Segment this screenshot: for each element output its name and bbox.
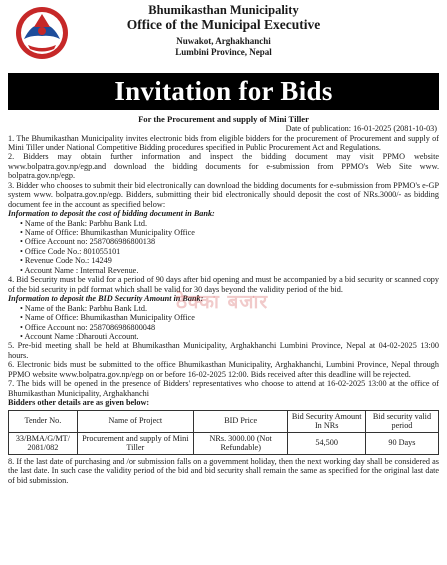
notice-page xyxy=(0,3,447,565)
list-item: • Name of the Bank: Parbhu Bank Ltd. xyxy=(8,304,439,313)
table-heading: Bidders other details are as given below: xyxy=(8,398,150,408)
column-header: BID Price xyxy=(193,410,288,432)
nepal-emblem-icon xyxy=(14,5,70,61)
security-deposit-heading: Information to deposit the BID Security Amount in Bank: xyxy=(8,294,204,304)
table-cell: NRs. 3000.00 (Not Refundable) xyxy=(193,432,288,454)
table-row xyxy=(9,432,439,454)
list-item: • Name of Office: Bhumikasthan Municipality Office xyxy=(8,228,439,237)
notice-item: 7. The bids will be opened in the presence of Bidders' representatives who choose to attend at 16-02-2025 13:00 at the office of Bhumikasthan Municipality, Arghakhanchi xyxy=(8,379,439,398)
table-cell: 33/BMA/G/MT/ 2081/082 xyxy=(9,432,78,454)
list-item: • Revenue Code No.: 14249 xyxy=(8,256,439,265)
office-name: Office of the Municipal Executive xyxy=(126,17,321,32)
cost-deposit-heading: Information to deposit the cost of bidding document in Bank: xyxy=(8,209,215,219)
address-line-2: Lumbini Province, Nepal xyxy=(175,47,272,57)
notice-item: 8. If the last date of purchasing and /or submission falls on a government holiday, then the next working day shall be considered as the last date. In such case the validity period of the bid and bid security shall remain the same as specified for the original last date of bid submission. xyxy=(8,456,439,485)
list-item: • Office Account no: 2587086986800138 xyxy=(8,237,439,246)
bid-details-table xyxy=(8,410,439,455)
list-item: • Office Code No.: 801055101 xyxy=(8,247,439,256)
list-item: • Name of the Bank: Parbhu Bank Ltd. xyxy=(8,219,439,228)
notice-item: 5. Pre-bid meeting shall be held at Bhumikasthan Municipality, Arghakhanchi Lumbini Province, Nepal at 04-02-2025 13:00 hours. xyxy=(8,341,439,360)
notice-item: 6. Electronic bids must be submitted to the office Bhumikasthan Municipality, Arghakhanchi, Lumbini Province, Nepal through PPMO website www.bolpatra.gov.np/egp on or before 16-02-2025 12:00. Bids received after this deadline will be rejected. xyxy=(8,360,439,379)
page-title: Invitation for Bids xyxy=(8,73,439,110)
watermark: ठेक्का बजार xyxy=(176,291,269,313)
notice-item: 2. Bidders may obtain further information and inspect the bidding document may visit PPMO website www.bolpatra.gov.np/egp.and download the bidding documents for e-submission from PPMO's Web Site www. bolpatra.gov.np/egp. xyxy=(8,152,439,181)
notice-item: 3. Bidder who chooses to submit their bid electronically can download the bidding documents for e-submission from PPMO's e-GP system www. bolpatra.gov.np/egp. Bidders, submitting their bid electronically should deposit the cost of NRs.3000/- as bidding document fee in the account as specified below: xyxy=(8,180,439,209)
column-header: Bid Security Amount In NRs xyxy=(288,410,365,432)
column-header: Tender No. xyxy=(9,410,78,432)
table-cell: 54,500 xyxy=(288,432,365,454)
table-cell: 90 Days xyxy=(365,432,438,454)
list-item: • Account Name : Internal Revenue. xyxy=(8,266,439,275)
column-header: Bid security valid period xyxy=(365,410,438,432)
address-line-1: Nuwakot, Arghakhanchi xyxy=(176,36,271,46)
notice-item: 4. Bid Security must be valid for a period of 90 days after bid opening and must be accompanied by a bid security or scanned copy of the bid security in pdf format which shall be valid for 30 days beyond the validity period of the bid. xyxy=(8,275,439,294)
notice-item: 1. The Bhumikasthan Municipality invites electronic bids from eligible bidders for the procurement of Procurement and supply of Mini Tiller under National Competitive Bidding procedures specified in Public Procurement Act and Regulations. xyxy=(8,133,439,152)
table-header-row xyxy=(9,410,439,432)
table-cell: Procurement and supply of Mini Tiller xyxy=(77,432,193,454)
publication-date: Date of publication: 16-01-2025 (2081-10-03) xyxy=(285,124,437,133)
list-item: • Name of Office: Bhumikasthan Municipality Office xyxy=(8,313,439,322)
list-item: • Office Account no: 2587086986800048 xyxy=(8,323,439,332)
org-name: Bhumikasthan Municipality xyxy=(148,3,299,17)
column-header: Name of Project xyxy=(77,410,193,432)
list-item: • Account Name :Dharouti Account. xyxy=(8,332,439,341)
subtitle: For the Procurement and supply of Mini Tiller xyxy=(138,114,309,124)
header xyxy=(4,3,443,71)
